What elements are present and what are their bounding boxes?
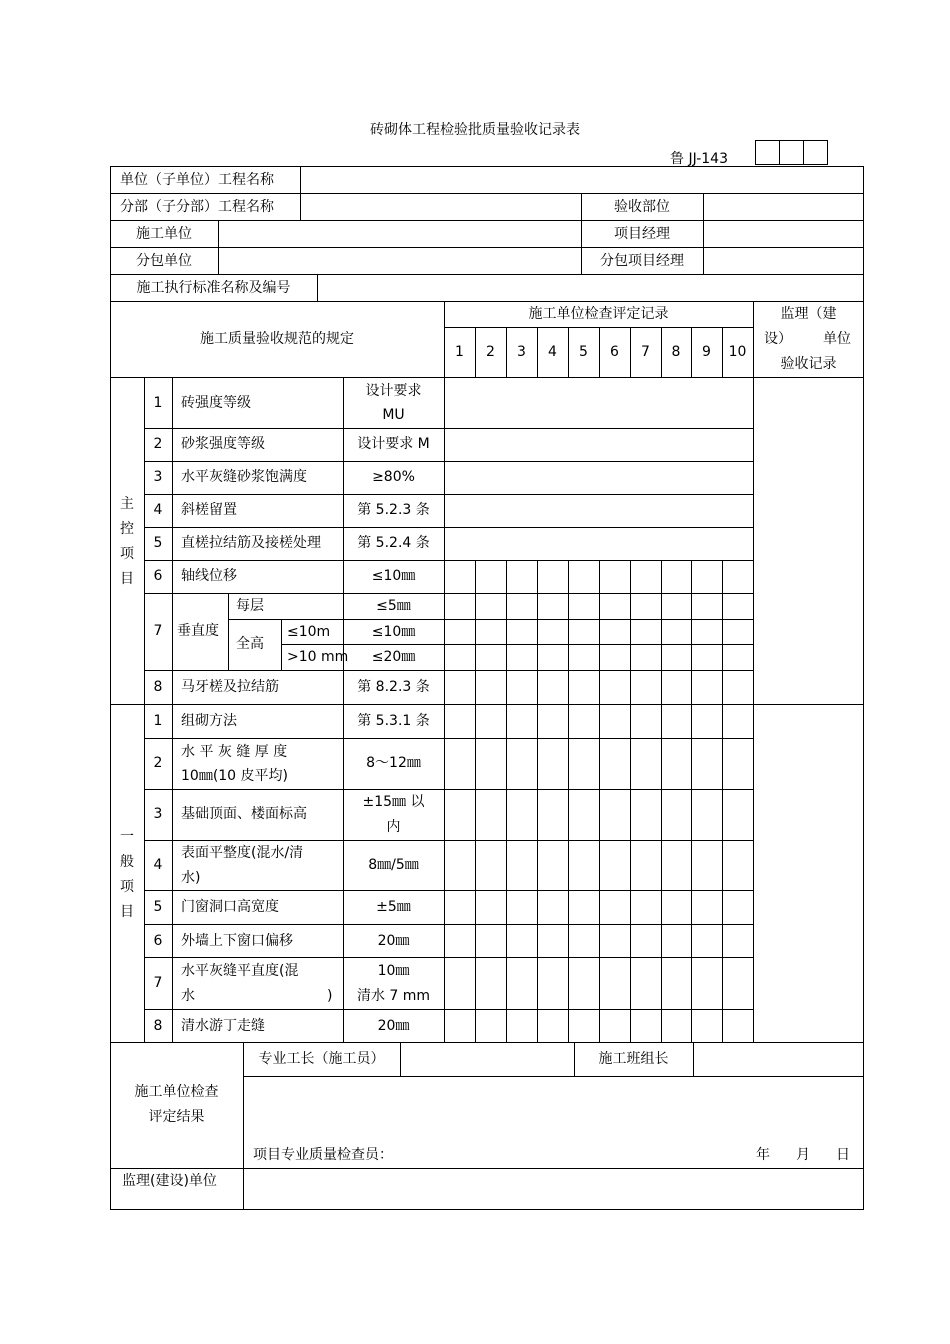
standard-label: 施工执行标准名称及编号 [136, 280, 291, 296]
col-number: 4 [548, 344, 557, 360]
col-number: 9 [702, 344, 711, 360]
supervision-header-1: 监理（建 [780, 306, 837, 322]
inspector-label: 项目专业质量检查员： [253, 1147, 393, 1163]
item-req: 内 [386, 819, 401, 835]
item-req: MU [382, 407, 405, 423]
item-name: 基础顶面、楼面标高 [181, 806, 307, 822]
subcontract-manager-label: 分包项目经理 [600, 253, 684, 269]
item-req: ≤20㎜ [371, 649, 416, 665]
item-name: 直槎拉结筋及接槎处理 [181, 535, 321, 551]
construction-unit-label: 施工单位 [136, 226, 192, 242]
item-name: 水平灰缝平直度(混 [181, 963, 299, 979]
form-code-boxes [755, 140, 828, 165]
item-no: 5 [153, 899, 163, 915]
general-group-char: 项 [120, 879, 134, 895]
unit-project-label: 单位（子单位）工程名称 [120, 172, 274, 188]
record-header: 施工单位检查评定记录 [528, 306, 669, 322]
item-no: 4 [153, 857, 163, 873]
item-req: 第 8.2.3 条 [357, 679, 430, 695]
item-req: 清水 7 mm [356, 988, 431, 1004]
item-req: ≥80% [372, 469, 415, 485]
col-number: 5 [579, 344, 588, 360]
item-req: 8㎜/5㎜ [368, 857, 419, 873]
supervision-header-2b: 单位 [823, 331, 851, 347]
item-req: ±15㎜ 以 [362, 794, 425, 810]
col-number: 2 [486, 344, 495, 360]
main-group-char: 项 [120, 546, 134, 562]
main-group-char: 控 [120, 521, 134, 537]
item-no: 8 [153, 679, 163, 695]
main-group-char: 主 [120, 496, 134, 512]
item-no: 5 [153, 535, 163, 551]
item-name: 垂直度 [177, 623, 219, 639]
item-name: 砖强度等级 [181, 395, 251, 411]
day-label: 日 [836, 1147, 850, 1163]
col-number: 7 [641, 344, 650, 360]
item-req: 第 5.2.3 条 [357, 502, 430, 518]
item-no: 6 [153, 933, 163, 949]
item-name: 轴线位移 [181, 568, 237, 584]
form-title: 砖砌体工程检验批质量验收记录表 [370, 122, 580, 138]
item-req: 8～12㎜ [366, 755, 421, 771]
item-name: 门窗洞口高宽度 [181, 899, 279, 915]
project-manager-label: 项目经理 [614, 226, 670, 242]
col-number: 6 [610, 344, 619, 360]
supervision-header-2a: 设） [764, 331, 792, 347]
item-no: 8 [153, 1018, 163, 1034]
item-name: 水平灰缝砂浆饱满度 [181, 469, 307, 485]
item-name: 马牙槎及拉结筋 [181, 679, 279, 695]
height-range: ≤10m [287, 624, 331, 640]
sub-project-label: 分部（子分部）工程名称 [120, 199, 274, 215]
item-no: 1 [153, 713, 163, 729]
item-name: 组砌方法 [181, 713, 237, 729]
item-req: ≤10㎜ [371, 568, 416, 584]
item-no: 7 [153, 975, 163, 991]
general-group-char: 般 [120, 854, 134, 870]
check-result-label: 施工单位检查 [134, 1084, 219, 1100]
item-no: 3 [153, 469, 163, 485]
item-req: ≤10㎜ [371, 624, 416, 640]
subcontract-unit-label: 分包单位 [136, 253, 192, 269]
item-no: 1 [153, 395, 163, 411]
check-result-label: 评定结果 [148, 1109, 205, 1125]
col-number: 3 [517, 344, 526, 360]
item-req: 20㎜ [377, 933, 410, 949]
item-req: ±5㎜ [376, 899, 411, 915]
item-req: 第 5.2.4 条 [357, 535, 430, 551]
item-name: 表面平整度(混水/清 [181, 845, 304, 861]
team-leader-label: 施工班组长 [598, 1051, 669, 1067]
item-no: 2 [153, 755, 163, 771]
item-name: 斜槎留置 [181, 502, 237, 518]
spec-header: 施工质量验收规范的规定 [200, 331, 354, 347]
item-name: 水 平 灰 缝 厚 度 [181, 744, 288, 760]
col-number: 8 [671, 344, 681, 360]
year-label: 年 [756, 1147, 770, 1163]
each-floor-label: 每层 [236, 598, 264, 614]
item-name: 砂浆强度等级 [181, 436, 265, 452]
item-no: 2 [153, 436, 163, 452]
item-name: 清水游丁走缝 [181, 1018, 265, 1034]
general-group-char: 一 [120, 829, 134, 845]
item-no: 6 [153, 568, 163, 584]
height-range: >10 mm [287, 649, 349, 665]
item-req: 20㎜ [377, 1018, 410, 1034]
main-group-char: 目 [120, 571, 134, 587]
item-req: 设计要求 [365, 383, 422, 399]
item-no: 4 [153, 502, 163, 518]
item-name: 水) [181, 870, 201, 886]
item-name: 10㎜(10 皮平均) [181, 768, 289, 784]
item-name: 水 [181, 988, 195, 1004]
item-req: ≤5㎜ [376, 598, 411, 614]
month-label: 月 [796, 1147, 810, 1163]
col-number: 1 [455, 344, 464, 360]
col-number: 10 [728, 344, 747, 360]
item-req: 第 5.3.1 条 [357, 713, 430, 729]
supervision-unit-label: 监理(建设)单位 [122, 1173, 217, 1189]
general-group-char: 目 [120, 904, 134, 920]
item-req: 10㎜ [377, 963, 410, 979]
supervision-header-3: 验收记录 [780, 356, 837, 372]
foreman-label: 专业工长（施工员） [258, 1051, 385, 1067]
item-no: 3 [153, 806, 163, 822]
item-req: 设计要求 M [357, 436, 430, 452]
item-name: 外墙上下窗口偏移 [181, 933, 293, 949]
total-height-label: 全高 [236, 636, 264, 652]
item-name: ) [327, 988, 333, 1004]
item-no: 7 [153, 623, 163, 639]
form-code: 鲁 JJ-143 [670, 151, 728, 167]
acceptance-part-label: 验收部位 [614, 199, 670, 215]
